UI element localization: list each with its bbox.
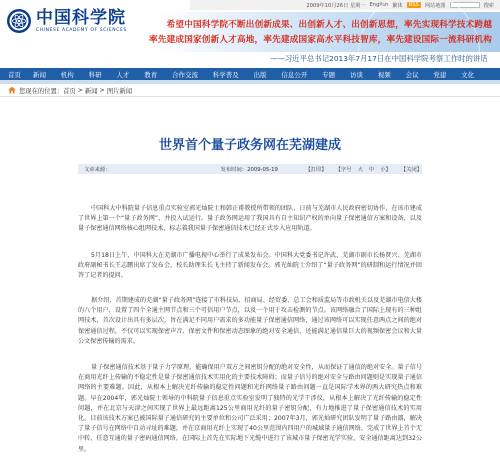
close-link[interactable]: 【关闭】 — [400, 167, 422, 173]
article-paragraph: 5月18日上午，中国科大在芜湖市广播电视中心举行了成果发布会。中国科大党委书记许武、芜湖市副市长杨贤兴、芜湖市政府副秘书长王志鹏出席了发布会。校长助理朱长飞主持了新闻发布会。郭光灿院士介绍了“量子政务网”的研制和运行情况并回答了记者的提问。 — [78, 252, 422, 280]
article-date: 发布时间：2009-05-19 — [220, 167, 278, 173]
nav-item-information-disclosure[interactable]: 信息公开 — [281, 70, 308, 79]
nav-item-party[interactable]: 党建 — [433, 70, 447, 79]
breadcrumb-home[interactable]: 首页 — [63, 87, 76, 95]
logo-english-name: CHINESE ACADEMY OF SCIENCES — [36, 28, 127, 33]
article-paragraph: 中国科大中科院量子信息重点实验室郭光灿院士和韩正甫教授所带领的团队，日前与芜湖市人民政府密切协作，在该市建成了世界上第一个“量子政务网”，并投入试运行。量子政务网运用了我国具有自主知识产权的单向量子保密通信方案和设备，以及量子保密通信网络核心组网技术，标志着我国量子保密通信技术已经正式步入应用轨道。 — [78, 205, 422, 233]
nav-item-video[interactable]: 视频 — [377, 70, 391, 79]
nav-item-interviews[interactable]: 访谈 — [349, 70, 363, 79]
article-title: 世界首个量子政务网在芜湖建成 — [158, 138, 341, 153]
article-meta-bar — [78, 164, 422, 174]
top-link-english[interactable]: English — [369, 2, 389, 8]
article-paragraph: 据介绍，首期建成的芜湖“量子政务网”连接了市科技局、招商局、经贸委、总工会和质监局等市政机关以及芜湖市电信大楼的八个用户，设置了四个全通主网节点和三个可信用户节点，以及一个用于攻击检测的节点。该网络融合了国际上现有的三种组网技术，首次设计出具有多层次，旨在满足不同用户需求的多功能量子保密通信网络，通过该网络可以实现任意两点之间的绝对保密通信过程，不仅可以实现保密声音、保密文件和保密动态图象的绝对安全通信，还能满足通信量巨大的视频保密会议和大量公文保密传输的需求。 — [78, 297, 422, 345]
date-text: 2009年10月26日 星期一 — [306, 2, 366, 9]
breadcrumb-separator: > — [77, 86, 83, 94]
breadcrumb-photo-news[interactable]: 图片新闻 — [106, 87, 133, 95]
nav-item-meetings[interactable]: 会议 — [405, 70, 419, 79]
leader-quote: ——习近平总书记2013年7月17日在中国科学院考察工作时的讲话 — [270, 54, 488, 63]
nav-item-science-popularization[interactable]: 科学普及 — [212, 70, 239, 79]
breadcrumb-label: 您现在的位置： — [19, 87, 64, 95]
article-source: 文章来源： — [84, 167, 111, 173]
nav-item-publishing[interactable]: 出版 — [253, 70, 267, 79]
site-header — [0, 0, 500, 68]
font-size-large[interactable]: 大 — [357, 167, 363, 173]
font-size-label: 【字号 — [335, 167, 352, 173]
nav-item-cooperation[interactable]: 合作交流 — [171, 70, 198, 79]
home-icon — [8, 86, 16, 94]
quote-strip — [270, 53, 500, 64]
article — [78, 104, 422, 474]
font-size-small[interactable]: 小】 — [380, 167, 391, 173]
nav-item-talent[interactable]: 人才 — [116, 70, 130, 79]
logo-chinese-name: 中国科学院 — [36, 8, 126, 28]
article-paragraph: 量子保密通信技术基于量子力学原理，能确保用户双方之间密钥分配的绝对安全性，从而保证了通信的绝对安全。量子信号在商用光纤上传输的不稳定性是量子保密通信技术实用化的主要技术障碍；而量子信号的绝对安全与路由问题则是实现量子通信网络的主要难题。因此，从根本上解决光纤传输的稳定性问题和光纤网络量子路由问题一直是国际学术界的两大研究热点和难题。早在2004年，郭光灿院士领导的中科院量子信息重点实验室发明了独特的光学干涉仪，从根本上解决了光纤传输的稳定性问题，并在北京与天津之间实现了世界上最远距离125公里商用光纤的量子密钥分配，有力地推进了量子保密通信技术的实用化。目前该技术方案已被国际量子通信研究的主要单位和公司广泛采用；2007年3月，郭光灿研究团队发明了量子路由器，解决了量子信号在网络中自动寻址的难题，并在京商用光纤上实现了40公里范围内四用户的城域量子通信网络，完成了世界上首个无中转、任意互通的量子密码通信网络，在国际上首先在实际地下光缆中进行了该城市量子保密光学实验，安全通信距离达到32公里。 — [78, 364, 422, 453]
breadcrumb — [0, 84, 500, 97]
site-logo[interactable] — [6, 8, 127, 34]
main-nav — [0, 68, 500, 80]
breadcrumb-news[interactable]: 新闻 — [84, 87, 98, 95]
slogan-line-2: 率先建成国家创新人才高地，率先建成国家高水平科技智库，率先建设国际一流科研机构 — [149, 35, 492, 45]
nav-item-news[interactable]: 新闻 — [33, 70, 46, 79]
print-link[interactable]: 【打印】 — [305, 167, 327, 173]
breadcrumb-separator: > — [99, 86, 105, 94]
nav-item-education[interactable]: 教育 — [144, 70, 158, 79]
font-size-medium[interactable]: 中 — [368, 167, 375, 173]
slogan-panel — [149, 12, 500, 52]
nav-item-culture[interactable]: 文化 — [461, 70, 475, 79]
cas-emblem-icon — [6, 8, 32, 34]
nav-item-home[interactable]: 首页 — [8, 70, 21, 79]
slogan-line-1: 希望中国科学院不断出创新成果、出创新人才、出创新思想，率先实现科学技术跨越 — [166, 20, 492, 30]
nav-item-institutes[interactable]: 机构 — [60, 70, 74, 79]
search-button[interactable]: 搜索 — [483, 2, 494, 9]
nav-item-research[interactable]: 科研 — [88, 70, 102, 79]
nav-item-topics[interactable]: 专题 — [322, 70, 336, 79]
